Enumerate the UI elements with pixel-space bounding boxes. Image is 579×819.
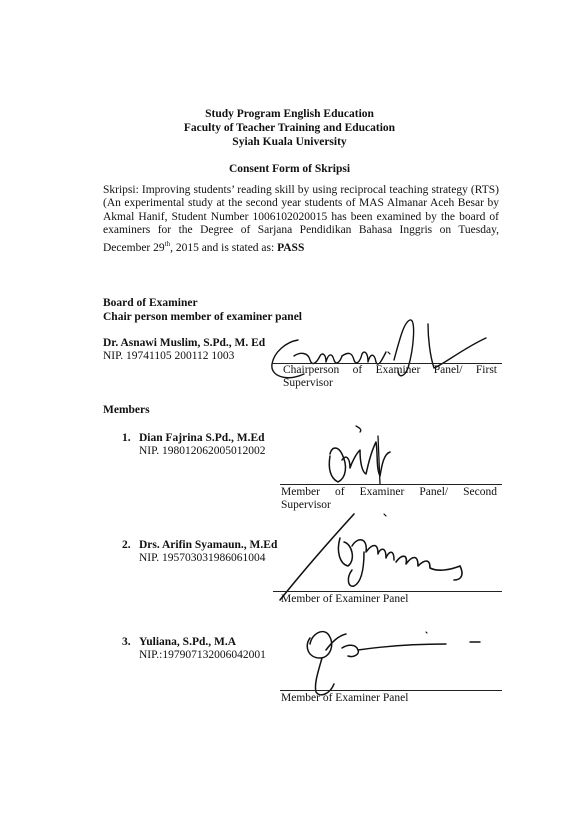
chair-role-cont: Supervisor	[283, 377, 333, 389]
chair-name: Dr. Asnawi Muslim, S.Pd., M. Ed	[103, 337, 266, 349]
member-2-role: Member of Examiner Panel	[281, 593, 409, 605]
member-1-number: 1.	[122, 432, 131, 444]
member-3-name: Yuliana, S.Pd., M.A	[139, 636, 237, 648]
member-1-signature	[320, 424, 410, 489]
consent-paragraph	[103, 184, 499, 255]
member-2-number: 2.	[122, 539, 131, 551]
member-2-name: Drs. Arifin Syamaun., M.Ed	[139, 539, 278, 551]
document-title: Consent Form of Skripsi	[228, 163, 351, 175]
chair-nip: NIP. 19741105 200112 1003	[103, 350, 235, 362]
member-1-role-cont: Supervisor	[281, 499, 331, 511]
exam-result: PASS	[277, 241, 305, 254]
paragraph-text-end: , 2015 and is stated as:	[170, 241, 278, 254]
member-3-number: 3.	[122, 636, 131, 648]
member-1-name: Dian Fajrina S.Pd., M.Ed	[139, 432, 265, 444]
paragraph-text: Skripsi: Improving students’ reading skill by using reciprocal teaching strategy (RTS) (An experimental study at the second year students of MAS Almanar Aceh Besar by Akmal Hanif, Student Number 1006102020015 has been examined by the board of examiners for the Degree of Sarjana Pendidikan Bahasa Inggris on Tuesday, December 29	[103, 184, 499, 254]
university-line: Syiah Kuala University	[232, 136, 347, 148]
faculty-line: Faculty of Teacher Training and Education	[183, 122, 396, 134]
member-2-nip: NIP. 195703031986061004	[139, 552, 266, 564]
member-1-nip: NIP. 198012062005012002	[139, 445, 266, 457]
members-heading: Members	[103, 404, 150, 416]
paragraph-superscript: th	[164, 239, 171, 248]
board-heading: Board of Examiner	[103, 297, 198, 309]
chair-role: Chairperson of Examiner Panel/ First	[283, 364, 497, 376]
document-header	[0, 107, 579, 149]
member-1-signature-line	[280, 484, 502, 485]
member-3-signature-line	[280, 690, 502, 691]
member-3-role: Member of Examiner Panel	[281, 692, 409, 704]
member-1-role: Member of Examiner Panel/ Second	[281, 486, 497, 498]
board-subheading: Chair person member of examiner panel	[103, 311, 302, 323]
member-3-nip: NIP.:197907132006042001	[139, 649, 266, 661]
member-2-signature-line	[273, 591, 502, 592]
study-program-line: Study Program English Education	[205, 108, 374, 120]
